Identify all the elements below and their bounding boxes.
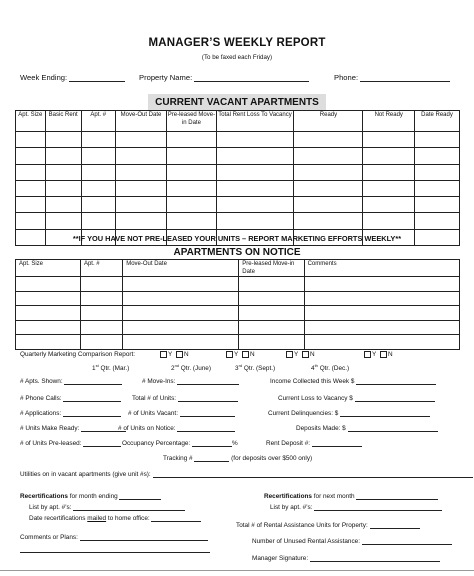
table-cell[interactable] <box>415 180 460 196</box>
table-cell[interactable] <box>363 132 415 148</box>
marketing-label: Quarterly Marketing Comparison Report: <box>20 351 136 358</box>
table-cell[interactable] <box>167 213 216 229</box>
utilities-field[interactable]: Utilities on in vacant apartments (give unit #s): <box>20 470 473 478</box>
page-subtitle: (To be faxed each Friday) <box>201 54 273 61</box>
week-ending-label: Week Ending: <box>20 73 68 82</box>
table-cell[interactable] <box>45 132 81 148</box>
units-preleased-field[interactable]: # of Units Pre-leased: <box>20 439 121 447</box>
applications-field[interactable]: # Applications: <box>20 409 121 417</box>
q4-label: 4th Qtr. (Dec.) <box>311 363 350 373</box>
q2-label: 2nd Qtr. (June) <box>171 363 211 373</box>
table-cell[interactable] <box>294 213 363 229</box>
table-cell[interactable] <box>123 291 239 306</box>
table-row <box>16 291 460 306</box>
table-cell[interactable] <box>16 197 46 213</box>
table-cell[interactable] <box>239 306 304 321</box>
table-cell[interactable] <box>123 335 239 350</box>
table-cell[interactable] <box>115 180 167 196</box>
units-vacant-field[interactable]: # of Units Vacant: <box>128 409 235 417</box>
occupancy-field[interactable]: Occupancy Percentage: % <box>122 440 238 447</box>
marketing-q3-yn[interactable]: Y N <box>286 351 315 358</box>
table-cell[interactable] <box>16 291 81 306</box>
table-cell[interactable] <box>294 180 363 196</box>
table-row <box>16 148 460 164</box>
table-cell[interactable] <box>80 291 122 306</box>
units-make-ready-field[interactable]: # Units Make Ready: <box>20 424 126 432</box>
property-name-label: Property Name: <box>139 73 193 82</box>
table-row <box>16 335 460 350</box>
manager-signature-field[interactable]: Manager Signature: <box>252 554 440 562</box>
preleased-notice: **IF YOU HAVE NOT PRE-LEASED YOUR UNITS – REPORT MARKETING EFFORTS WEEKLY** <box>72 234 402 243</box>
table-cell[interactable] <box>45 180 81 196</box>
table-cell[interactable] <box>239 335 304 350</box>
table-cell[interactable] <box>216 132 294 148</box>
table-cell[interactable] <box>294 197 363 213</box>
move-ins-field[interactable]: # Move-Ins: <box>142 377 239 385</box>
table-cell[interactable] <box>294 148 363 164</box>
checkbox[interactable] <box>380 351 387 358</box>
q3-label: 3rd Qtr. (Sept.) <box>235 363 276 373</box>
footer-divider <box>0 570 474 571</box>
table-cell[interactable] <box>16 148 46 164</box>
marketing-q2-yn[interactable]: Y N <box>226 351 255 358</box>
table-cell[interactable] <box>81 148 115 164</box>
table-cell[interactable] <box>45 213 81 229</box>
table-cell[interactable] <box>115 148 167 164</box>
table-cell[interactable] <box>80 320 122 335</box>
vacant-col-header: Pre-leased Move-in Date <box>167 111 216 132</box>
table-cell[interactable] <box>239 291 304 306</box>
units-on-notice-field[interactable]: # of Units on Notice: <box>118 424 235 432</box>
marketing-q4-yn[interactable]: Y N <box>364 351 393 358</box>
vacant-col-header: Apt. Size <box>16 111 46 132</box>
vacant-col-header: Apt. # <box>81 111 115 132</box>
table-cell[interactable] <box>81 180 115 196</box>
table-cell[interactable] <box>239 320 304 335</box>
notice-col-header: Apt. # <box>80 260 122 277</box>
table-cell[interactable] <box>115 164 167 180</box>
checkbox[interactable] <box>302 351 309 358</box>
table-cell[interactable] <box>304 320 459 335</box>
table-cell[interactable] <box>216 213 294 229</box>
vacant-col-header: Total Rent Loss To Vacancy <box>216 111 294 132</box>
week-ending-line <box>69 73 125 82</box>
table-cell[interactable] <box>115 213 167 229</box>
table-cell[interactable] <box>80 335 122 350</box>
table-cell[interactable] <box>16 180 46 196</box>
table-cell[interactable] <box>167 197 216 213</box>
recert-list-field[interactable]: List by apt. #'s: <box>29 503 185 511</box>
table-cell[interactable] <box>16 335 81 350</box>
table-row <box>16 213 460 229</box>
table-cell[interactable] <box>167 180 216 196</box>
table-cell[interactable] <box>45 197 81 213</box>
notice-table-header <box>16 260 460 277</box>
notice-col-header: Pre-leased Move-in Date <box>239 260 304 277</box>
table-cell[interactable] <box>294 132 363 148</box>
notice-col-header: Apt. Size <box>16 260 81 277</box>
checkbox[interactable] <box>160 351 167 358</box>
table-cell[interactable] <box>167 148 216 164</box>
rental-assistance-units-field[interactable]: Total # of Rental Assistance Units for Property: <box>236 521 420 529</box>
table-row <box>16 164 460 180</box>
recert-next-field[interactable]: Recertifications for next month <box>264 492 438 500</box>
table-cell[interactable] <box>16 306 81 321</box>
tracking-field[interactable]: Tracking # (for deposits over $500 only) <box>163 455 313 462</box>
total-units-field[interactable]: Total # of Units: <box>132 394 238 402</box>
table-cell[interactable] <box>16 132 46 148</box>
vacant-table-header <box>16 111 460 132</box>
table-row <box>16 320 460 335</box>
property-name-line <box>194 73 309 82</box>
table-cell[interactable] <box>81 164 115 180</box>
recert-next-list-field[interactable]: List by apt. #'s: <box>270 503 442 511</box>
delinquencies-field[interactable]: Current Delinquencies: $ <box>268 409 430 417</box>
vacant-col-header: Ready <box>294 111 363 132</box>
comments-line-2[interactable] <box>20 552 210 553</box>
vacant-col-header: Not Ready <box>363 111 415 132</box>
table-row <box>16 277 460 292</box>
table-cell[interactable] <box>304 277 459 292</box>
property-name-field[interactable] <box>139 73 309 82</box>
phone-calls-field[interactable]: # Phone Calls: <box>20 394 121 402</box>
vacant-col-header: Date Ready <box>415 111 460 132</box>
table-cell[interactable] <box>415 164 460 180</box>
table-cell[interactable] <box>216 164 294 180</box>
table-cell[interactable] <box>363 164 415 180</box>
checkbox[interactable] <box>176 351 183 358</box>
table-cell[interactable] <box>304 335 459 350</box>
phone-label: Phone: <box>334 73 359 82</box>
vacant-col-header: Move-Out Date <box>115 111 167 132</box>
deposits-made-field[interactable]: Deposits Made: $ <box>296 424 438 432</box>
recert-mailed-field[interactable]: Date recertifications mailed to home office: <box>29 514 201 522</box>
checkbox[interactable] <box>226 351 233 358</box>
table-cell[interactable] <box>81 213 115 229</box>
page-title: MANAGER’S WEEKLY REPORT <box>148 37 326 49</box>
table-cell[interactable] <box>304 306 459 321</box>
table-cell[interactable] <box>45 164 81 180</box>
rent-deposit-field[interactable]: Rent Deposit #: <box>266 439 362 447</box>
unused-rental-assistance-field[interactable]: Number of Unused Rental Assistance: <box>252 537 452 545</box>
table-cell[interactable] <box>415 132 460 148</box>
vacant-apartments-table <box>15 110 460 246</box>
current-vacant-title: CURRENT VACANT APARTMENTS <box>148 94 326 111</box>
table-cell[interactable] <box>294 164 363 180</box>
recert-month-field[interactable]: Recertifications for month ending <box>20 492 161 500</box>
checkbox[interactable] <box>364 351 371 358</box>
table-cell[interactable] <box>363 213 415 229</box>
notice-apartments-table <box>15 259 460 350</box>
table-cell[interactable] <box>81 132 115 148</box>
notice-col-header: Move-Out Date <box>123 260 239 277</box>
table-row <box>16 180 460 196</box>
table-cell[interactable] <box>304 291 459 306</box>
apts-shown-field[interactable]: # Apts. Shown: <box>20 377 122 385</box>
table-cell[interactable] <box>16 277 81 292</box>
table-cell[interactable] <box>80 277 122 292</box>
phone-field[interactable] <box>334 73 450 82</box>
income-field[interactable]: Income Collected this Week $ <box>270 377 436 385</box>
table-cell[interactable] <box>415 197 460 213</box>
table-cell[interactable] <box>167 164 216 180</box>
table-cell[interactable] <box>239 277 304 292</box>
table-cell[interactable] <box>81 197 115 213</box>
table-cell[interactable] <box>80 306 122 321</box>
notice-col-header: Comments <box>304 260 459 277</box>
table-cell[interactable] <box>115 132 167 148</box>
table-cell[interactable] <box>363 180 415 196</box>
vacant-table-body <box>16 132 460 246</box>
table-cell[interactable] <box>415 148 460 164</box>
table-row <box>16 132 460 148</box>
phone-line <box>360 73 450 82</box>
table-cell[interactable] <box>16 320 81 335</box>
table-row <box>16 197 460 213</box>
table-cell[interactable] <box>16 164 46 180</box>
table-row <box>16 306 460 321</box>
apartments-on-notice-title: APARTMENTS ON NOTICE <box>173 247 301 258</box>
notice-table-body <box>16 277 460 350</box>
comments-field[interactable]: Comments or Plans: <box>20 533 208 541</box>
vacant-col-header: Basic Rent <box>45 111 81 132</box>
table-cell[interactable] <box>123 306 239 321</box>
table-cell[interactable] <box>415 213 460 229</box>
table-cell[interactable] <box>16 213 46 229</box>
week-ending-field[interactable] <box>20 73 125 82</box>
table-cell[interactable] <box>123 320 239 335</box>
marketing-q1-yn[interactable]: Y N <box>160 351 189 358</box>
table-cell[interactable] <box>363 148 415 164</box>
checkbox[interactable] <box>242 351 249 358</box>
checkbox[interactable] <box>286 351 293 358</box>
loss-vacancy-field[interactable]: Current Loss to Vacancy $ <box>278 394 435 402</box>
table-cell[interactable] <box>216 180 294 196</box>
table-cell[interactable] <box>363 197 415 213</box>
table-cell[interactable] <box>167 132 216 148</box>
table-cell[interactable] <box>216 197 294 213</box>
table-cell[interactable] <box>123 277 239 292</box>
table-cell[interactable] <box>45 148 81 164</box>
table-cell[interactable] <box>216 148 294 164</box>
table-cell[interactable] <box>115 197 167 213</box>
q1-label: 1st Qtr. (Mar.) <box>92 363 130 373</box>
